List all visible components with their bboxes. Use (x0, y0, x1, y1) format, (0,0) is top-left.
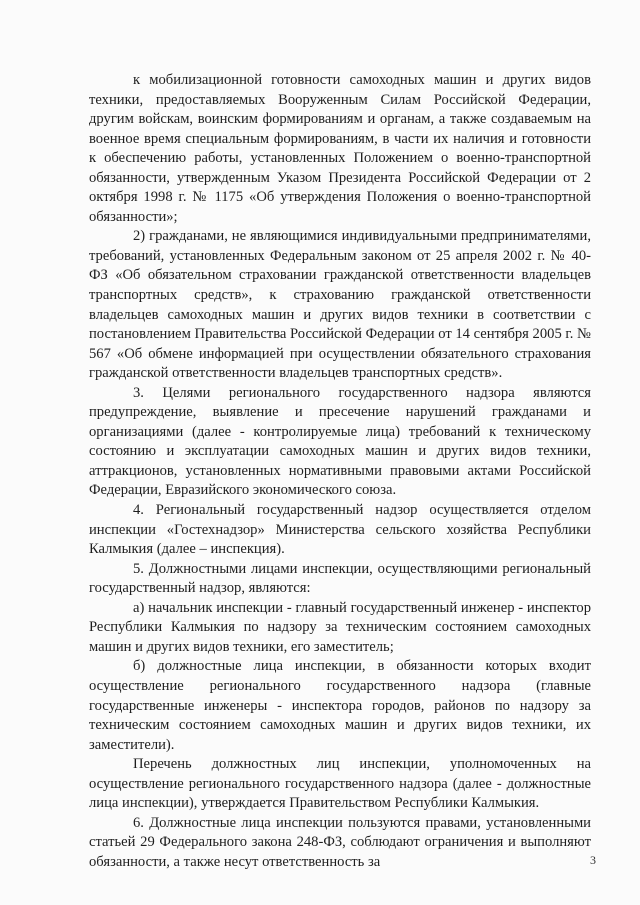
paragraph-3: 3. Целями регионального государственного надзора являются предупреждение, выявление и пресечение нарушений гражданами и организациями (далее - контролируемые лица) требований к техническому состоянию и эксплуатации самоходных машин и других видов техники, аттракционов, установленных нормативными правовыми актами Российской Федерации, Евразийского экономического союза. (89, 384, 591, 499)
paragraph-7: б) должностные лица инспекции, в обязанности которых входит осуществление регионального государственного надзора (главные государственные инженеры - инспектора городов, районов по надзору за техническим состоянием самоходных машин и других видов техники, их заместители). (89, 658, 591, 753)
paragraph-5: 5. Должностными лицами инспекции, осуществляющими региональный государственный надзор, являются: (89, 560, 591, 597)
paragraph-2: 2) гражданами, не являющимися индивидуальными предпринимателями, требований, установленных Федеральным законом от 25 апреля 2002 г. № 40-ФЗ «Об обязательном страховании гражданской ответственности владельцев транспортных средств», к страхованию гражданской ответственности владельцев самоходных машин и других видов техники в соответствии с постановлением Правительства Российской Федерации от 14 сентября 2005 г. № 567 «Об обмене информацией при осуществлении обязательного страхования гражданской ответственности владельцев транспортных средств». (89, 228, 591, 382)
page-number: 3 (590, 853, 596, 867)
document-body (89, 71, 591, 872)
paragraph-4: 4. Региональный государственный надзор осуществляется отделом инспекции «Гостехнадзор» Министерства сельского хозяйства Республики Калмыкия (далее – инспекция). (89, 502, 591, 558)
paragraph-9: 6. Должностные лица инспекции пользуются правами, установленными статьей 29 Федерального закона 248-ФЗ, соблюдают ограничения и выполняют обязанности, а также несут ответственность за (89, 814, 591, 870)
paragraph-8: Перечень должностных лиц инспекции, уполномоченных на осуществление регионального государственного надзора (далее - должностные лица инспекции), утверждается Правительством Республики Калмыкия. (89, 756, 591, 812)
paragraph-6: а) начальник инспекции - главный государственный инженер - инспектор Республики Калмыкия по надзору за техническим состоянием самоходных машин и других видов техники, его заместитель; (89, 599, 591, 655)
paragraph-1: к мобилизационной готовности самоходных машин и других видов техники, предоставляемых Вооруженным Силам Российской Федерации, другим войскам, воинским формированиям и органам, а также создаваемым на военное время специальным формированиям, в части их наличия и готовности к обеспечению работы, установленных Положением о военно-транспортной обязанности, утвержденным Указом Президента Российской Федерации от 2 октября 1998 г. № 1175 «Об утверждения Положения о военно-транспортной обязанности»; (89, 72, 591, 225)
